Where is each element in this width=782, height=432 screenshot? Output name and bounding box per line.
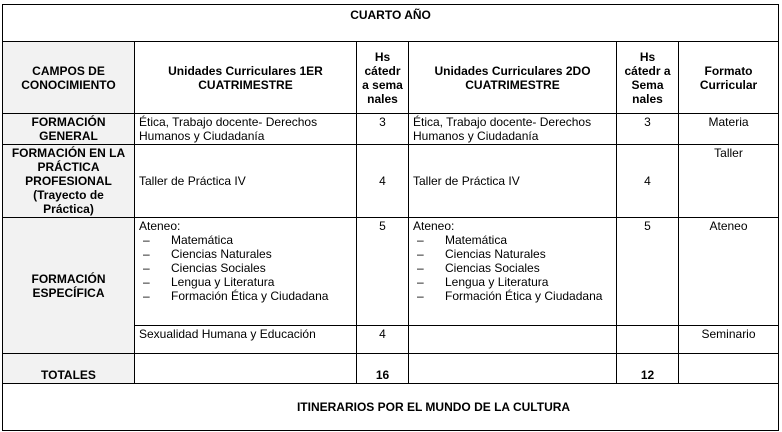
uc1-ateneo (135, 218, 357, 326)
list-item: – Formación Ética y Ciudadana (417, 289, 612, 303)
uc1-practica: Taller de Práctica IV (135, 145, 357, 218)
uc2-ateneo (409, 218, 617, 326)
area-general: FORMACIÓN GENERAL (3, 114, 135, 145)
hs1-ateneo: 5 (357, 218, 409, 326)
hs1-practica: 4 (357, 145, 409, 218)
hs1-sexualidad: 4 (357, 326, 409, 354)
formato-ateneo: Ateneo (679, 218, 779, 326)
header-hs1: Hs cátedr a sema nales (357, 42, 409, 114)
hs2-ateneo: 5 (617, 218, 679, 326)
hs2-practica: 4 (617, 145, 679, 218)
header-uc1: Unidades Curriculares 1ER CUATRIMESTRE (135, 42, 357, 114)
list-item: – Lengua y Literatura (417, 275, 612, 289)
header-campos: CAMPOS DE CONOCIMIENTO (3, 42, 135, 114)
list-item: – Ciencias Sociales (417, 261, 612, 275)
formato-practica: Taller (679, 145, 779, 218)
uc1-general: Ética, Trabajo docente- Derechos Humanos y Ciudadanía (135, 114, 357, 145)
ateneo1-list (139, 233, 352, 303)
list-item: – Matemática (417, 233, 612, 247)
list-item: – Ciencias Naturales (143, 247, 352, 261)
list-item: – Matemática (143, 233, 352, 247)
header-uc2: Unidades Curriculares 2DO CUATRIMESTRE (409, 42, 617, 114)
curriculum-table (2, 4, 779, 431)
totals-label: TOTALES (3, 354, 135, 384)
header-formato: Formato Curricular (679, 42, 779, 114)
totals-uc1-empty (135, 354, 357, 384)
ateneo1-label: Ateneo: (139, 219, 181, 233)
totals-uc2-empty (409, 354, 617, 384)
totals-hs1: 16 (357, 354, 409, 384)
ateneo2-list (413, 233, 612, 303)
formato-general: Materia (679, 114, 779, 145)
totals-hs2: 12 (617, 354, 679, 384)
ateneo2-label: Ateneo: (413, 219, 455, 233)
header-hs2: Hs cátedr a Sema nales (617, 42, 679, 114)
uc2-sexualidad-empty (409, 326, 617, 354)
list-item: – Formación Ética y Ciudadana (143, 289, 352, 303)
list-item: – Ciencias Naturales (417, 247, 612, 261)
table-title: CUARTO AÑO (3, 5, 779, 42)
uc1-sexualidad: Sexualidad Humana y Educación (135, 326, 357, 354)
area-practica: FORMACIÓN EN LA PRÁCTICA PROFESIONAL (Trayecto de Práctica) (3, 145, 135, 218)
uc2-practica: Taller de Práctica IV (409, 145, 617, 218)
list-item: – Ciencias Sociales (143, 261, 352, 275)
list-item: – Lengua y Literatura (143, 275, 352, 289)
totals-formato-empty (679, 354, 779, 384)
formato-sexualidad: Seminario (679, 326, 779, 354)
footer-title: ITINERARIOS POR EL MUNDO DE LA CULTURA (3, 384, 779, 431)
hs2-sexualidad-empty (617, 326, 679, 354)
hs1-general: 3 (357, 114, 409, 145)
hs2-general: 3 (617, 114, 679, 145)
uc2-general: Ética, Trabajo docente- Derechos Humanos y Ciudadanía (409, 114, 617, 145)
area-especifica: FORMACIÓN ESPECÍFICA (3, 218, 135, 354)
